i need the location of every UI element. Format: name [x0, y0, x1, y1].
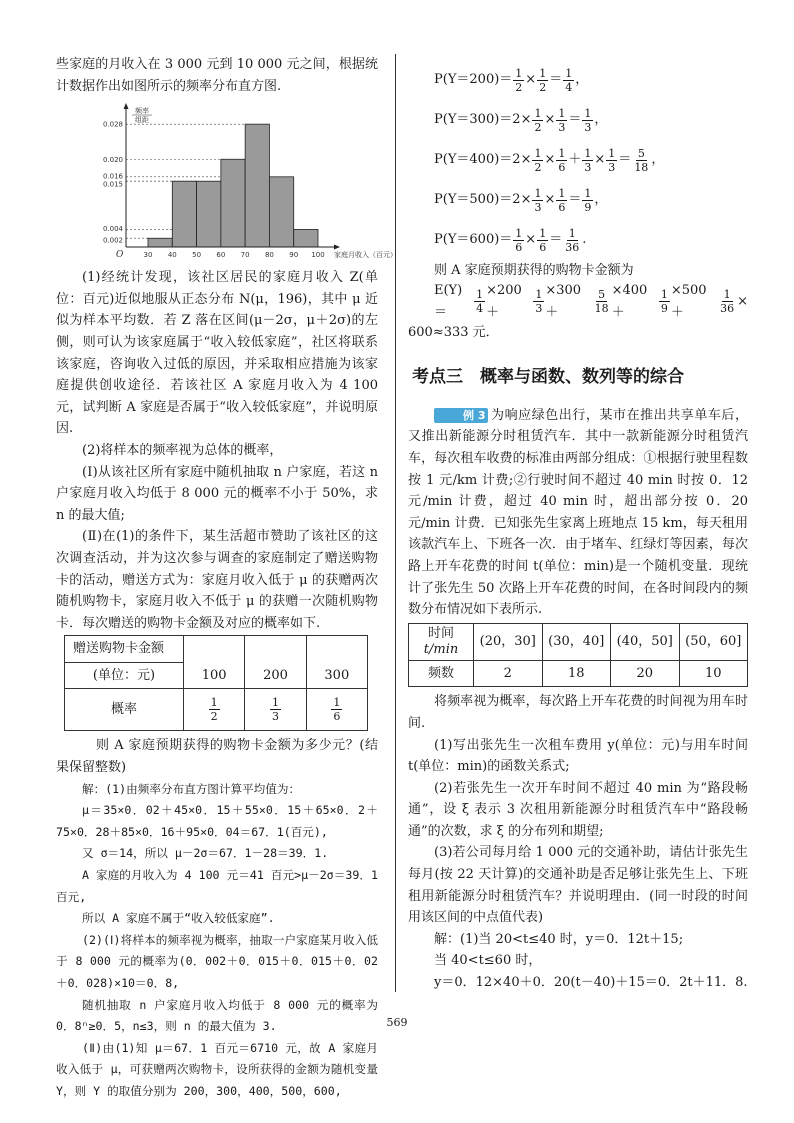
histogram-origin-label: O [116, 250, 124, 261]
example-3 [408, 405, 748, 621]
histogram-x-axis-label: 家庭月收入（百元） [334, 251, 397, 260]
y-tick-label: 0.028 [102, 120, 123, 129]
solution-line: A 家庭的月收入为 4 100 元＝41 百元>μ－2σ＝39．1 百元, [56, 868, 378, 904]
probability-y-500: P(Y＝500)＝ 2× $\frac{1}{3}$ × $\frac{1}{6}$ ＝ $\frac{1}{9}$ ， [434, 186, 608, 214]
frequency-value: 10 [679, 660, 748, 687]
solution-line: (2)(Ⅰ)将样本的频率视为概率，抽取一户家庭某月收入低于 8 000 元的概率为(0．002＋0．015＋0．015＋0．02＋0．028)×10＝0．8, [56, 932, 378, 990]
gift-table-blank [245, 636, 306, 663]
frequency-value: 18 [542, 660, 611, 687]
gift-table-blank [184, 636, 245, 663]
frequency-value: 2 [474, 660, 543, 687]
x-tick-label: 50 [192, 251, 202, 260]
expectation-formula: E(Y)＝ $\frac{1}{4}$ ×200＋ $\frac{1}{3}$ ×300＋ $\frac{5}{18}$ ×400＋ $\frac{1}{9}$ ×500＋ $\frac{1}{36}$ × [434, 283, 749, 320]
solution-3-line: 解：(1)当 20<t≤40 时，y＝0．12t＋15; [434, 931, 684, 947]
histogram-bar [245, 124, 269, 247]
gift-prob-label: 概率 [65, 689, 184, 731]
histogram-bars [148, 124, 318, 247]
time-range: (30，40] [542, 623, 611, 660]
solution-line: 随机抽取 n 户家庭月收入均低于 8 000 元的概率为 0．8ⁿ≥0．5，n≤3，则 n 的最大值为 3. [56, 997, 378, 1034]
right-column [408, 60, 748, 994]
time-header: 时间 t/min [409, 623, 474, 660]
histogram-x-ticks [144, 251, 325, 259]
time-range: (50，60] [679, 623, 748, 660]
probability-y-200: P(Y＝200)＝ $\frac{1}{2}$ × $\frac{1}{2}$ ＝ $\frac{1}{4}$ ， [434, 66, 589, 94]
y-tick-label: 0.015 [102, 180, 123, 189]
solution-3-line: y＝0．12×40＋0．20(t－40)＋15＝0．2t＋11．8. [434, 975, 748, 991]
gift-prob: $\frac{1}{3}$ [245, 689, 306, 731]
histogram-y-axis-title [132, 106, 152, 124]
x-tick-label: 70 [240, 251, 250, 260]
y-title-bottom: 组距 [135, 116, 149, 125]
solution-3-line: 当 40<t≤60 时， [434, 953, 542, 969]
x-tick-label: 40 [167, 251, 177, 260]
gift-table-header-2: (单位：元) [65, 662, 184, 689]
question-2: (2)将样本的频率视为总体的概率， [82, 442, 283, 458]
histogram-y-ticks [103, 121, 124, 245]
y-tick-label: 0.002 [102, 236, 123, 245]
gift-amount: 300 [306, 662, 367, 689]
expectation-result: 600≈333 元． [408, 324, 499, 340]
travel-time-table [408, 623, 748, 688]
question-2-part-i: (Ⅰ)从该社区所有家庭中随机抽取 n 户家庭，若这 n 户家庭月收入均低于 8 000 元的概率不小于 50%，求 n 的最大值; [56, 464, 378, 523]
example-badge: 例 3 [434, 408, 488, 423]
probability-y-400: P(Y＝400)＝ 2× $\frac{1}{2}$ × $\frac{1}{6}$ ＋ $\frac{1}{3}$ × $\frac{1}{3}$ ＝ $\frac{5}{18}$ ， [434, 146, 665, 174]
x-tick-label: 100 [311, 251, 325, 260]
gift-table-header-1: 赠送购物卡金额 [65, 636, 184, 663]
gift-prob: $\frac{1}{6}$ [306, 689, 367, 731]
question-after-table: 则 A 家庭预期获得的购物卡金额为多少元？(结果保留整数) [56, 738, 378, 776]
histogram-bar [148, 238, 172, 247]
y-title-top: 频率 [135, 107, 149, 116]
question-3-2: (2)若张先生一次开车时间不超过 40 min 为“路段畅通”，设 ξ 表示 3 次租用新能源分时租赁汽车中“路段畅通”的次数，求 ξ 的分布列和期望; [408, 780, 748, 839]
gift-amount: 100 [184, 662, 245, 689]
time-range: (40，50] [611, 623, 680, 660]
expectation-intro: 则 A 家庭预期获得的购物卡金额为 [434, 263, 634, 278]
question-3-3: (3)若公司每月给 1 000 元的交通补助，请估计张先生每月(按 22 天计算)的交通补助是否足够让张先生上、下班租用新能源分时租赁汽车？并说明理由．(同一时段的时间用该区间的中点值代表) [408, 845, 748, 926]
after-table-text: 将频率视为概率，每次路上开车花费的时间视为用车时间. [408, 694, 748, 731]
page-number: 569 [386, 1016, 408, 1029]
frequency-value: 20 [611, 660, 680, 687]
x-tick-label: 30 [143, 251, 153, 260]
gift-table-blank [306, 636, 367, 663]
column-divider [395, 54, 396, 992]
solution-line: 又 σ＝14，所以 μ－2σ＝67．1－28＝39．1. [82, 846, 329, 861]
y-tick-label: 0.020 [102, 155, 123, 164]
solution-line: μ＝35×0．02＋45×0．15＋55×0．15＋65×0．2＋75×0．28＋85×0．16＋95×0．04＝67．1(百元), [56, 803, 378, 839]
histogram-bar [294, 230, 318, 248]
histogram-bar [172, 181, 196, 247]
histogram-bar [269, 177, 293, 247]
intro-paragraph: 些家庭的月收入在 3 000 元到 10 000 元之间，根据统计数据作出如图所示的频率分布直方图. [56, 57, 378, 94]
question-3-1: (1)写出张先生一次租车费用 y(单位：元)与用车时间 t(单位：min)的函数关系式; [408, 737, 748, 775]
histogram-bar [197, 181, 221, 247]
frequency-histogram [56, 105, 397, 265]
gift-prob: $\frac{1}{2}$ [184, 689, 245, 731]
x-tick-label: 80 [264, 251, 274, 260]
y-axis-arrow [124, 103, 129, 109]
histogram-bar [221, 159, 245, 247]
x-tick-label: 60 [216, 251, 226, 260]
probability-y-300: P(Y＝300)＝ 2× $\frac{1}{2}$ × $\frac{1}{3}$ ＝ $\frac{1}{3}$ ， [434, 106, 608, 134]
x-tick-label: 90 [289, 251, 299, 260]
gift-card-table [64, 635, 368, 731]
question-2-part-ii: (Ⅱ)在(1)的条件下，某生活超市赞助了该社区的这次调查活动，并为这次参与调查的家庭制定了赠送购物卡的活动，赠送方式为：家庭月收入低于 μ 的获赠两次随机购物卡，家庭月收入不低于 μ 的获赠一次随机购物卡．每次赠送的购物卡金额及对应的概率如下. [56, 529, 378, 631]
y-tick-label: 0.004 [102, 225, 123, 234]
solution-line: 解：(1)由频率分布直方图计算平均值为： [82, 781, 301, 796]
example-text: 为响应绿色出行，某市在推出共享单车后，又推出新能源分时租赁汽车．其中一款新能源分时租赁汽车，每次租车收费的标准由两部分组成：①根据行驶里程数按 1 元/km 计费;②行驶时间不超过 40 min 时按 0．12 元/min 计费，超过 40 min 时，超出部分按 0．20 元/min 计费．已知张先生家离上班地点 15 km，每天租用该款汽车上、下班各一次．由于堵车、红绿灯等因素，每次路上开车花费的时间 t(单位：min)是一个随机变量．现统计了张先生 50 次路上开车花费的时间，在各时间段内的频数分布情况如下表所示. [408, 407, 748, 618]
x-axis-arrow [334, 245, 340, 250]
question-1: (1)经统计发现，该社区居民的家庭月收入 Z(单位：百元)近似地服从正态分布 N(μ，196)，其中 μ 近似为样本平均数．若 Z 落在区间(μ－2σ，μ＋2σ)的左侧，则可认为该家庭属于“收入较低家庭”，社区将联系该家庭，咨询收入过低的原因，并采取相应措施为该家庭提供创收途径．若该社区 A 家庭月收入为 4 100 元，试判断 A 家庭是否属于“收入较低家庭”，并说明原因. [56, 270, 378, 437]
solution-line: (Ⅱ)由(1)知 μ＝67．1 百元＝6710 元，故 A 家庭月收入低于 μ，可获赠两次购物卡，设所获得的金额为随机变量 Y，则 Y 的取值分别为 200，300，400，500，600, [56, 1040, 378, 1098]
time-range: (20，30] [474, 623, 543, 660]
probability-y-600: P(Y＝600)＝ $\frac{1}{6}$ × $\frac{1}{6}$ ＝ $\frac{1}{36}$ . [434, 226, 587, 254]
solution-line: 所以 A 家庭不属于“收入较低家庭”. [82, 911, 275, 926]
frequency-label: 频数 [409, 660, 474, 687]
y-tick-label: 0.016 [102, 172, 123, 181]
section-title: 考点三 概率与函数、数列等的综合 [412, 367, 684, 388]
gift-amount: 200 [245, 662, 306, 689]
